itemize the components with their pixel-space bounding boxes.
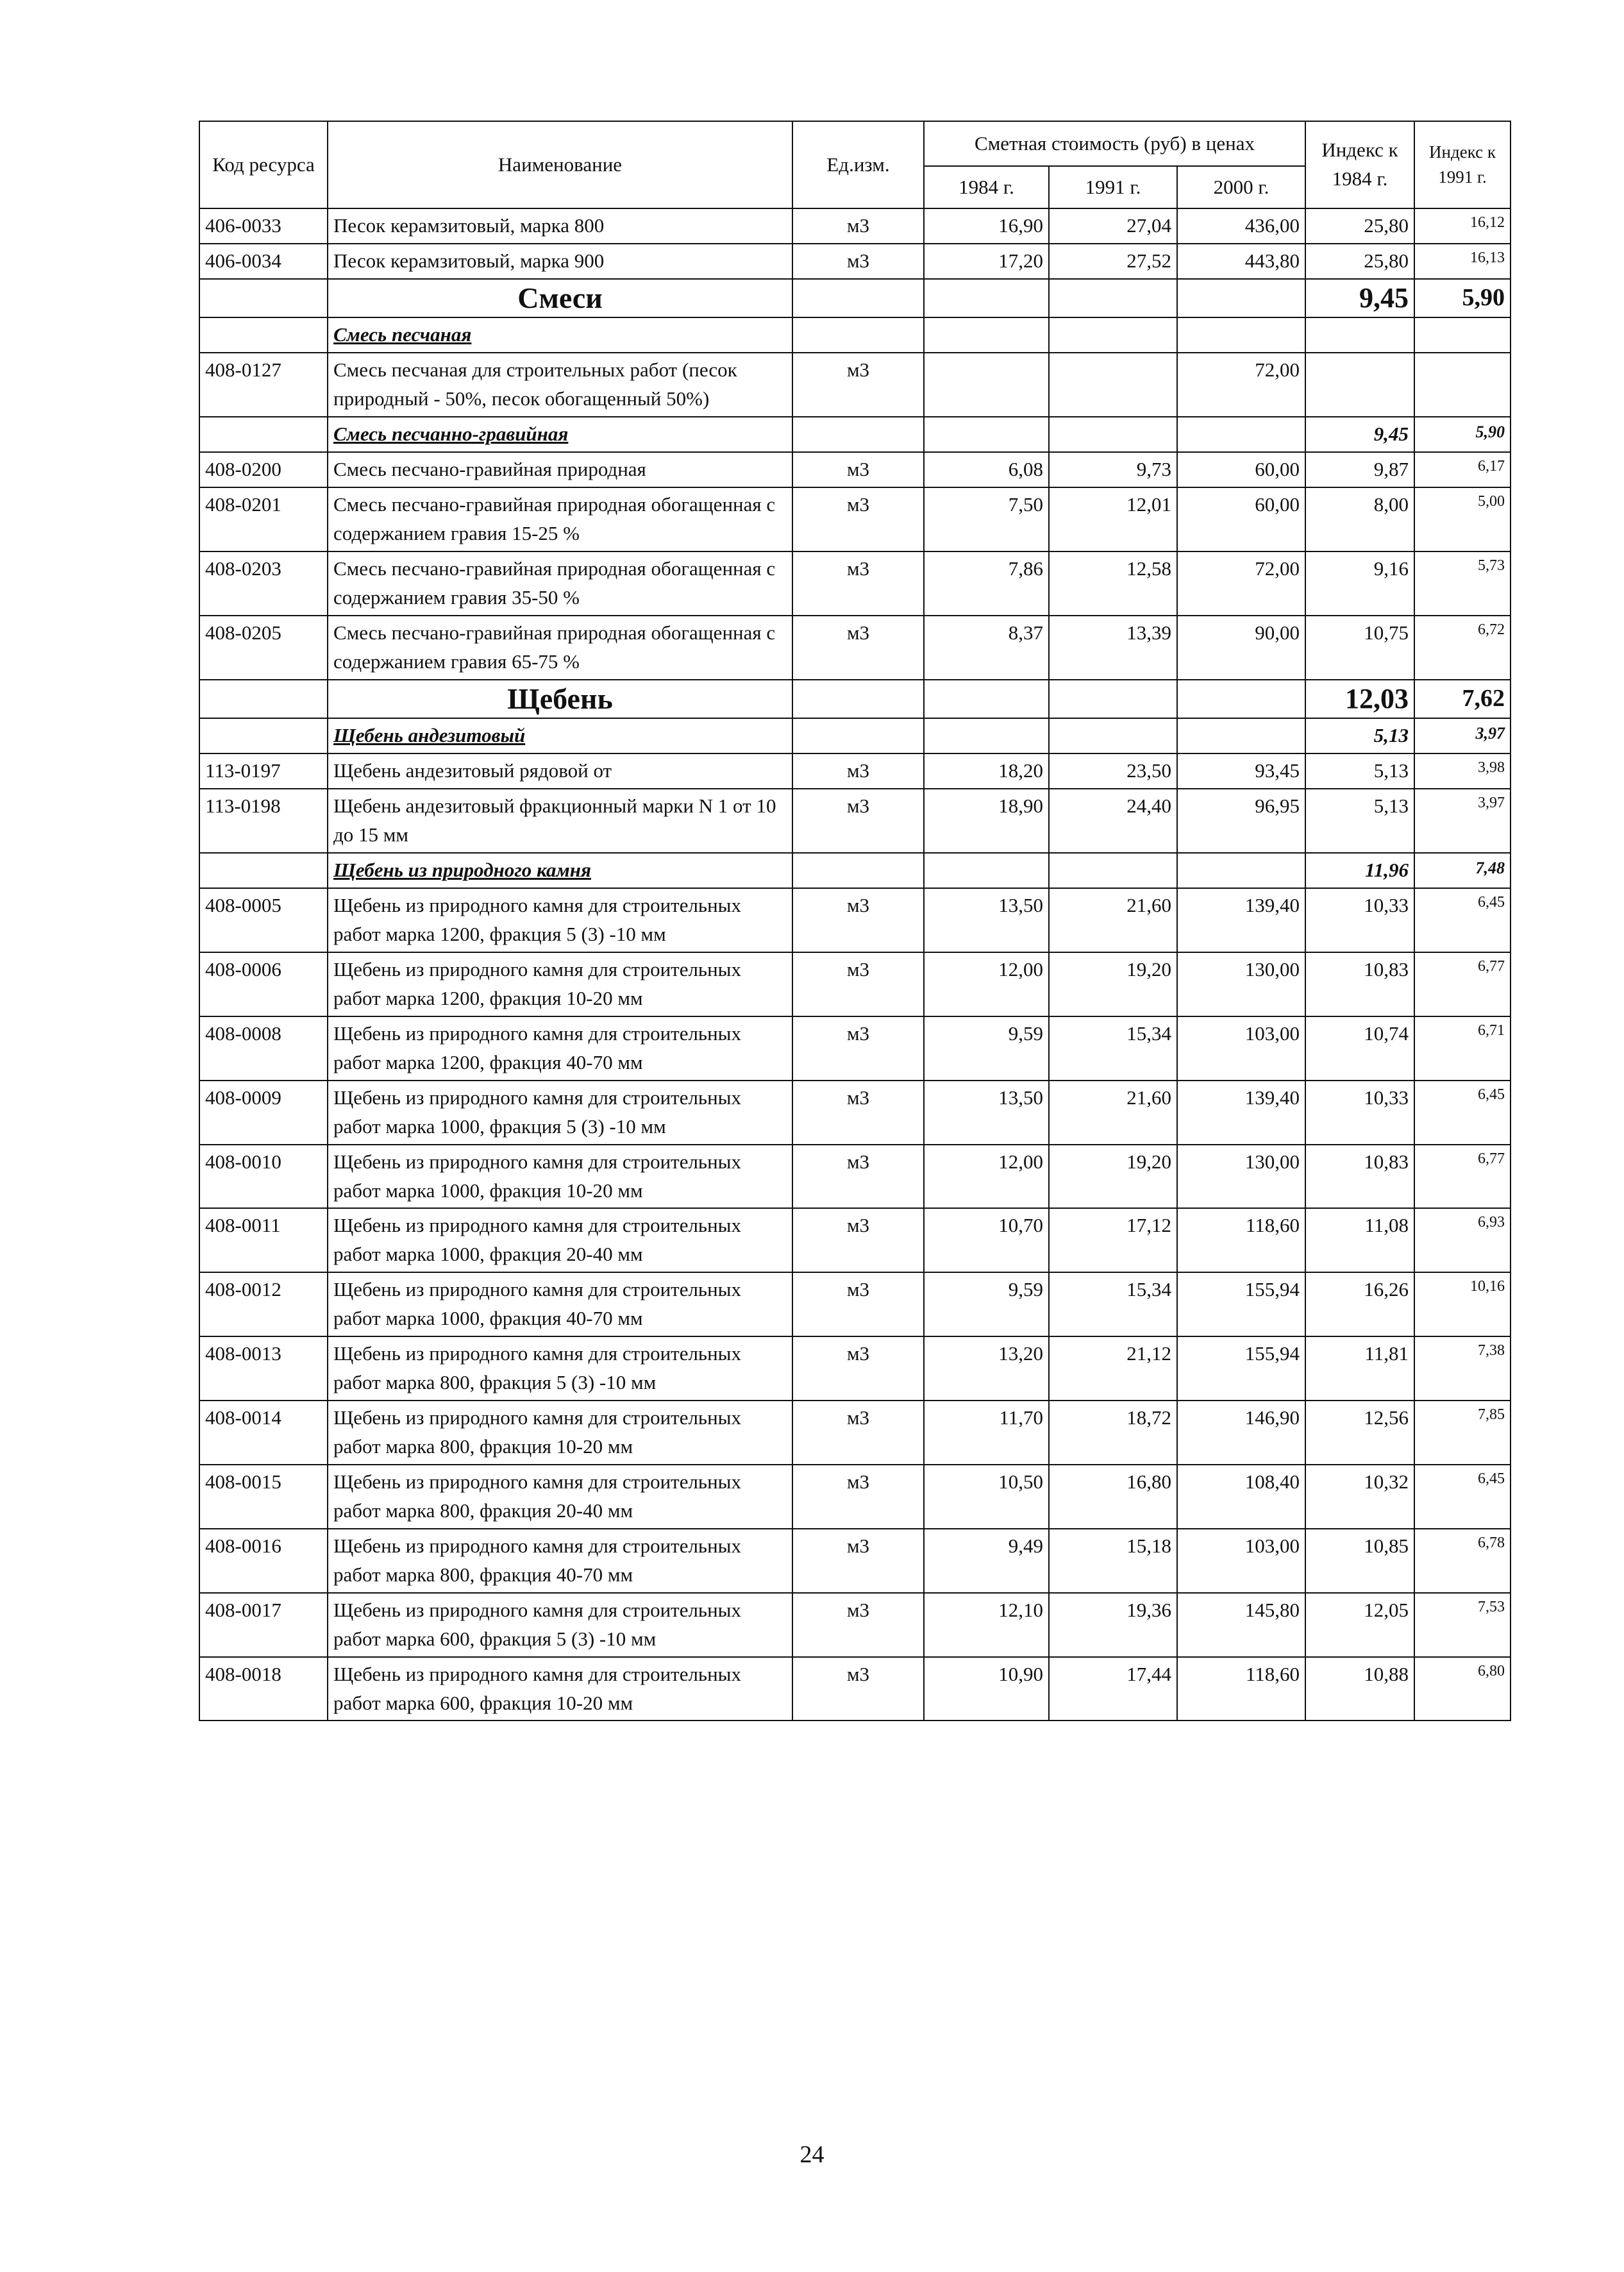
price-2000: 146,90: [1177, 1401, 1305, 1465]
resource-code: 408-0005: [199, 888, 328, 952]
resource-code: 408-0010: [199, 1145, 328, 1209]
index-1991: 16,13: [1414, 244, 1511, 279]
price-1991: 15,18: [1049, 1529, 1177, 1593]
empty-cell: [1049, 718, 1177, 753]
header-unit: Ед.изм.: [792, 121, 924, 208]
index-1984: 10,83: [1305, 952, 1414, 1016]
empty-cell: [924, 279, 1049, 318]
unit-cell: м3: [792, 1593, 924, 1657]
price-2000: 103,00: [1177, 1016, 1305, 1081]
price-2000: 139,40: [1177, 888, 1305, 952]
index-1991: 7,38: [1414, 1336, 1511, 1401]
index-1984: 8,00: [1305, 487, 1414, 551]
price-2000: 443,80: [1177, 244, 1305, 279]
index-1984: 10,32: [1305, 1465, 1414, 1529]
empty-cell: [1049, 680, 1177, 719]
unit-cell: м3: [792, 1208, 924, 1272]
price-2000: 436,00: [1177, 208, 1305, 244]
empty-cell: [924, 718, 1049, 753]
price-2000: 72,00: [1177, 551, 1305, 616]
index-1984: 25,80: [1305, 244, 1414, 279]
resource-code: 408-0006: [199, 952, 328, 1016]
price-table: [199, 121, 1511, 1721]
resource-name: Смесь песчано-гравийная природная обогащенная с содержанием гравия 15-25 %: [328, 487, 792, 551]
unit-cell: м3: [792, 208, 924, 244]
resource-name: Щебень из природного камня для строительных работ марка 1000, фракция 40-70 мм: [328, 1272, 792, 1336]
index-1984: 5,13: [1305, 789, 1414, 853]
price-1984: 13,50: [924, 1081, 1049, 1145]
header-code: Код ресурса: [199, 121, 328, 208]
price-2000: 103,00: [1177, 1529, 1305, 1593]
resource-name: Смесь песчано-гравийная природная обогащенная с содержанием гравия 35-50 %: [328, 551, 792, 616]
empty-cell: [1177, 680, 1305, 719]
table-row: [199, 1208, 1511, 1272]
index-1984: 25,80: [1305, 208, 1414, 244]
price-1991: 9,73: [1049, 452, 1177, 487]
empty-cell: [924, 853, 1049, 888]
price-1984: 7,50: [924, 487, 1049, 551]
price-1984: 13,20: [924, 1336, 1049, 1401]
subsection-index-1991: [1414, 317, 1511, 353]
resource-name: Щебень из природного камня для строительных работ марка 600, фракция 10-20 мм: [328, 1657, 792, 1721]
subsection-row: [199, 853, 1511, 888]
index-1991: 7,85: [1414, 1401, 1511, 1465]
index-1991: [1414, 353, 1511, 417]
empty-cell: [792, 680, 924, 719]
empty-cell: [199, 317, 328, 353]
price-1984: 6,08: [924, 452, 1049, 487]
subsection-index-1991: 7,48: [1414, 853, 1511, 888]
table-row: [199, 1272, 1511, 1336]
empty-cell: [199, 853, 328, 888]
price-1984: 10,70: [924, 1208, 1049, 1272]
price-1991: 23,50: [1049, 753, 1177, 789]
resource-code: 408-0013: [199, 1336, 328, 1401]
empty-cell: [1049, 417, 1177, 452]
empty-cell: [1177, 417, 1305, 452]
resource-code: 408-0200: [199, 452, 328, 487]
resource-name: Щебень из природного камня для строительных работ марка 800, фракция 5 (3) -10 мм: [328, 1336, 792, 1401]
price-1984: 12,00: [924, 1145, 1049, 1209]
table-row: [199, 1016, 1511, 1081]
section-row: [199, 680, 1511, 719]
index-1991: 6,78: [1414, 1529, 1511, 1593]
index-1991: 6,80: [1414, 1657, 1511, 1721]
price-1991: 19,20: [1049, 952, 1177, 1016]
resource-name: Щебень из природного камня для строительных работ марка 1200, фракция 10-20 мм: [328, 952, 792, 1016]
price-1991: 15,34: [1049, 1272, 1177, 1336]
table-row: [199, 487, 1511, 551]
empty-cell: [199, 718, 328, 753]
section-index-1984: 12,03: [1305, 680, 1414, 719]
empty-cell: [792, 317, 924, 353]
unit-cell: м3: [792, 888, 924, 952]
table-body: [199, 208, 1511, 1721]
unit-cell: м3: [792, 487, 924, 551]
price-2000: 118,60: [1177, 1657, 1305, 1721]
header-cost-group: Сметная стоимость (руб) в ценах: [924, 121, 1305, 166]
price-1991: 19,36: [1049, 1593, 1177, 1657]
price-2000: 108,40: [1177, 1465, 1305, 1529]
resource-code: 408-0017: [199, 1593, 328, 1657]
price-1991: 19,20: [1049, 1145, 1177, 1209]
subsection-index-1984: 9,45: [1305, 417, 1414, 452]
price-1984: 12,00: [924, 952, 1049, 1016]
price-1991: 16,80: [1049, 1465, 1177, 1529]
index-1991: 6,77: [1414, 952, 1511, 1016]
resource-code: 408-0009: [199, 1081, 328, 1145]
empty-cell: [792, 417, 924, 452]
price-1984: 9,49: [924, 1529, 1049, 1593]
price-1991: 27,52: [1049, 244, 1177, 279]
index-1991: 6,77: [1414, 1145, 1511, 1209]
empty-cell: [924, 317, 1049, 353]
table-row: [199, 452, 1511, 487]
index-1991: 10,16: [1414, 1272, 1511, 1336]
table-row: [199, 1401, 1511, 1465]
unit-cell: м3: [792, 1657, 924, 1721]
index-1991: 5,73: [1414, 551, 1511, 616]
table-row: [199, 1465, 1511, 1529]
resource-code: 408-0205: [199, 616, 328, 680]
section-row: [199, 279, 1511, 318]
empty-cell: [924, 417, 1049, 452]
price-1984: 11,70: [924, 1401, 1049, 1465]
unit-cell: м3: [792, 1401, 924, 1465]
resource-name: Песок керамзитовый, марка 800: [328, 208, 792, 244]
price-1991: 18,72: [1049, 1401, 1177, 1465]
table-row: [199, 1593, 1511, 1657]
header-year-1984: 1984 г.: [924, 166, 1049, 208]
index-1984: 10,33: [1305, 1081, 1414, 1145]
subsection-index-1984: 5,13: [1305, 718, 1414, 753]
price-1984: [924, 353, 1049, 417]
unit-cell: м3: [792, 551, 924, 616]
price-2000: 155,94: [1177, 1336, 1305, 1401]
price-2000: 130,00: [1177, 952, 1305, 1016]
index-1991: 16,12: [1414, 208, 1511, 244]
resource-name: Смесь песчано-гравийная природная: [328, 452, 792, 487]
price-2000: 93,45: [1177, 753, 1305, 789]
table-row: [199, 244, 1511, 279]
unit-cell: м3: [792, 1272, 924, 1336]
section-index-1991: 7,62: [1414, 680, 1511, 719]
index-1984: 9,87: [1305, 452, 1414, 487]
price-2000: 145,80: [1177, 1593, 1305, 1657]
index-1984: 9,16: [1305, 551, 1414, 616]
resource-code: 408-0203: [199, 551, 328, 616]
empty-cell: [1177, 718, 1305, 753]
header-year-2000: 2000 г.: [1177, 166, 1305, 208]
resource-code: 408-0127: [199, 353, 328, 417]
unit-cell: м3: [792, 1336, 924, 1401]
price-1991: 12,01: [1049, 487, 1177, 551]
price-1991: 17,12: [1049, 1208, 1177, 1272]
resource-code: 408-0015: [199, 1465, 328, 1529]
unit-cell: м3: [792, 1465, 924, 1529]
table-row: [199, 789, 1511, 853]
price-1991: 21,60: [1049, 888, 1177, 952]
table-row: [199, 616, 1511, 680]
empty-cell: [792, 279, 924, 318]
unit-cell: м3: [792, 244, 924, 279]
resource-name: Щебень из природного камня для строительных работ марка 1000, фракция 5 (3) -10 мм: [328, 1081, 792, 1145]
price-1984: 8,37: [924, 616, 1049, 680]
resource-name: Щебень из природного камня для строительных работ марка 1000, фракция 10-20 мм: [328, 1145, 792, 1209]
subsection-index-1984: 11,96: [1305, 853, 1414, 888]
price-1984: 17,20: [924, 244, 1049, 279]
resource-name: Щебень андезитовый фракционный марки N 1 от 10 до 15 мм: [328, 789, 792, 853]
price-1984: 18,90: [924, 789, 1049, 853]
index-1991: 6,93: [1414, 1208, 1511, 1272]
resource-name: Щебень из природного камня для строительных работ марка 800, фракция 20-40 мм: [328, 1465, 792, 1529]
page-number: 24: [799, 2141, 825, 2168]
header-year-1991: 1991 г.: [1049, 166, 1177, 208]
price-1991: 17,44: [1049, 1657, 1177, 1721]
index-1984: 10,85: [1305, 1529, 1414, 1593]
price-1984: 16,90: [924, 208, 1049, 244]
unit-cell: м3: [792, 1145, 924, 1209]
index-1984: 10,88: [1305, 1657, 1414, 1721]
index-1991: 3,97: [1414, 789, 1511, 853]
resource-code: 406-0033: [199, 208, 328, 244]
subsection-row: [199, 317, 1511, 353]
section-title: Смеси: [328, 279, 792, 318]
price-1984: 12,10: [924, 1593, 1049, 1657]
price-1991: 21,60: [1049, 1081, 1177, 1145]
price-1991: 21,12: [1049, 1336, 1177, 1401]
price-1991: 13,39: [1049, 616, 1177, 680]
price-1984: 7,86: [924, 551, 1049, 616]
index-1991: 5,00: [1414, 487, 1511, 551]
resource-code: 406-0034: [199, 244, 328, 279]
price-1991: [1049, 353, 1177, 417]
resource-name: Щебень из природного камня для строительных работ марка 800, фракция 10-20 мм: [328, 1401, 792, 1465]
index-1984: 11,81: [1305, 1336, 1414, 1401]
index-1984: 10,83: [1305, 1145, 1414, 1209]
index-1984: 10,33: [1305, 888, 1414, 952]
resource-code: 113-0197: [199, 753, 328, 789]
table-row: [199, 353, 1511, 417]
empty-cell: [1177, 853, 1305, 888]
subsection-row: [199, 417, 1511, 452]
header-index-1991: Индекс к 1991 г.: [1414, 121, 1511, 208]
index-1984: 12,56: [1305, 1401, 1414, 1465]
index-1984: 11,08: [1305, 1208, 1414, 1272]
empty-cell: [199, 417, 328, 452]
resource-name: Смесь песчаная для строительных работ (песок природный - 50%, песок обогащенный 50%): [328, 353, 792, 417]
resource-name: Песок керамзитовый, марка 900: [328, 244, 792, 279]
resource-name: Смесь песчано-гравийная природная обогащенная с содержанием гравия 65-75 %: [328, 616, 792, 680]
unit-cell: м3: [792, 789, 924, 853]
empty-cell: [1049, 317, 1177, 353]
empty-cell: [1049, 853, 1177, 888]
resource-code: 408-0018: [199, 1657, 328, 1721]
index-1984: 10,74: [1305, 1016, 1414, 1081]
table-row: [199, 1145, 1511, 1209]
resource-name: Щебень из природного камня для строительных работ марка 1200, фракция 5 (3) -10 мм: [328, 888, 792, 952]
resource-name: Щебень из природного камня для строительных работ марка 800, фракция 40-70 мм: [328, 1529, 792, 1593]
table-row: [199, 888, 1511, 952]
index-1984: 5,13: [1305, 753, 1414, 789]
price-1991: 12,58: [1049, 551, 1177, 616]
unit-cell: м3: [792, 353, 924, 417]
table-header: [199, 121, 1511, 208]
price-1991: 24,40: [1049, 789, 1177, 853]
unit-cell: м3: [792, 753, 924, 789]
index-1991: 6,45: [1414, 888, 1511, 952]
index-1991: 6,45: [1414, 1465, 1511, 1529]
unit-cell: м3: [792, 452, 924, 487]
index-1991: 6,71: [1414, 1016, 1511, 1081]
table-row: [199, 1336, 1511, 1401]
price-1984: 9,59: [924, 1016, 1049, 1081]
subsection-title: Щебень из природного камня: [328, 853, 792, 888]
price-1984: 13,50: [924, 888, 1049, 952]
resource-code: 113-0198: [199, 789, 328, 853]
price-2000: 60,00: [1177, 487, 1305, 551]
index-1991: 7,53: [1414, 1593, 1511, 1657]
price-2000: 96,95: [1177, 789, 1305, 853]
unit-cell: м3: [792, 952, 924, 1016]
price-2000: 60,00: [1177, 452, 1305, 487]
header-name: Наименование: [328, 121, 792, 208]
index-1984: [1305, 353, 1414, 417]
resource-code: 408-0014: [199, 1401, 328, 1465]
empty-cell: [199, 279, 328, 318]
price-2000: 130,00: [1177, 1145, 1305, 1209]
empty-cell: [1177, 317, 1305, 353]
price-2000: 155,94: [1177, 1272, 1305, 1336]
index-1984: 12,05: [1305, 1593, 1414, 1657]
section-index-1984: 9,45: [1305, 279, 1414, 318]
subsection-row: [199, 718, 1511, 753]
subsection-title: Смесь песчанно-гравийная: [328, 417, 792, 452]
table-row: [199, 208, 1511, 244]
unit-cell: м3: [792, 1529, 924, 1593]
unit-cell: м3: [792, 1016, 924, 1081]
price-2000: 139,40: [1177, 1081, 1305, 1145]
resource-name: Щебень андезитовый рядовой от: [328, 753, 792, 789]
price-1984: 18,20: [924, 753, 1049, 789]
subsection-title: Щебень андезитовый: [328, 718, 792, 753]
index-1984: 16,26: [1305, 1272, 1414, 1336]
price-2000: 118,60: [1177, 1208, 1305, 1272]
resource-code: 408-0201: [199, 487, 328, 551]
subsection-index-1991: 5,90: [1414, 417, 1511, 452]
subsection-index-1991: 3,97: [1414, 718, 1511, 753]
resource-code: 408-0008: [199, 1016, 328, 1081]
empty-cell: [1049, 279, 1177, 318]
empty-cell: [924, 680, 1049, 719]
table-row: [199, 1529, 1511, 1593]
empty-cell: [792, 853, 924, 888]
resource-code: 408-0012: [199, 1272, 328, 1336]
price-1984: 10,90: [924, 1657, 1049, 1721]
resource-code: 408-0011: [199, 1208, 328, 1272]
index-1991: 3,98: [1414, 753, 1511, 789]
table-row: [199, 952, 1511, 1016]
subsection-index-1984: [1305, 317, 1414, 353]
index-1991: 6,72: [1414, 616, 1511, 680]
header-index-1984: Индекс к 1984 г.: [1305, 121, 1414, 208]
price-1984: 10,50: [924, 1465, 1049, 1529]
empty-cell: [1177, 279, 1305, 318]
table-row: [199, 551, 1511, 616]
unit-cell: м3: [792, 616, 924, 680]
price-2000: 90,00: [1177, 616, 1305, 680]
subsection-title: Смесь песчаная: [328, 317, 792, 353]
resource-name: Щебень из природного камня для строительных работ марка 1200, фракция 40-70 мм: [328, 1016, 792, 1081]
index-1991: 6,17: [1414, 452, 1511, 487]
section-title: Щебень: [328, 680, 792, 719]
unit-cell: м3: [792, 1081, 924, 1145]
resource-name: Щебень из природного камня для строительных работ марка 1000, фракция 20-40 мм: [328, 1208, 792, 1272]
section-index-1991: 5,90: [1414, 279, 1511, 318]
price-1991: 27,04: [1049, 208, 1177, 244]
index-1991: 6,45: [1414, 1081, 1511, 1145]
index-1984: 10,75: [1305, 616, 1414, 680]
resource-code: 408-0016: [199, 1529, 328, 1593]
table-row: [199, 1081, 1511, 1145]
empty-cell: [199, 680, 328, 719]
table-row: [199, 1657, 1511, 1721]
price-1984: 9,59: [924, 1272, 1049, 1336]
resource-name: Щебень из природного камня для строительных работ марка 600, фракция 5 (3) -10 мм: [328, 1593, 792, 1657]
price-1991: 15,34: [1049, 1016, 1177, 1081]
price-2000: 72,00: [1177, 353, 1305, 417]
table-row: [199, 753, 1511, 789]
empty-cell: [792, 718, 924, 753]
